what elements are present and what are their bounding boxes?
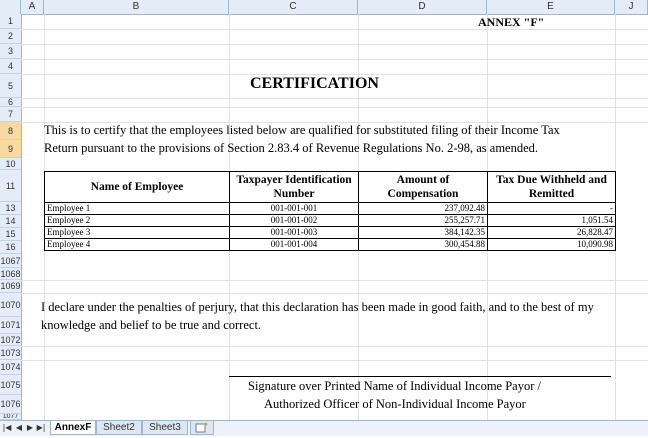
- first-sheet-button[interactable]: |◀: [2, 423, 12, 432]
- row-header[interactable]: 14: [0, 215, 21, 228]
- employee-name[interactable]: Employee 3: [45, 227, 230, 239]
- certify-text-line1: This is to certify that the employees listed below are qualified for substituted filing of their Income Tax: [44, 123, 560, 137]
- certify-text-line2: Return pursuant to the provisions of Section 2.83.4 of Revenue Regulations No. 2-98, as amended.: [44, 141, 539, 155]
- annex-label: ANNEX "F": [478, 15, 545, 29]
- row-header[interactable]: 5: [0, 74, 21, 98]
- table-header-row: [45, 172, 616, 203]
- header-amount: Amount of Compensation: [359, 172, 488, 203]
- column-header-e[interactable]: E: [487, 0, 615, 14]
- employee-tin[interactable]: 001-001-003: [230, 227, 359, 239]
- sheet-tab-annexf[interactable]: AnnexF: [50, 421, 96, 435]
- row-header[interactable]: 11: [0, 170, 21, 202]
- header-tin: Taxpayer Identification Number: [230, 172, 359, 203]
- employee-table: [44, 171, 616, 251]
- prev-sheet-button[interactable]: ◀: [15, 423, 23, 432]
- row-header[interactable]: 1072: [0, 334, 21, 345]
- employee-amount[interactable]: 255,257.71: [359, 215, 488, 227]
- next-sheet-button[interactable]: ▶: [26, 423, 34, 432]
- row-header[interactable]: 1075: [0, 375, 21, 395]
- row-header[interactable]: 1068: [0, 268, 21, 279]
- header-name: Name of Employee: [45, 172, 230, 203]
- employee-amount[interactable]: 237,092.48: [359, 203, 488, 215]
- row-header[interactable]: 1077: [0, 414, 21, 420]
- insert-sheet-icon[interactable]: [190, 421, 214, 435]
- employee-name[interactable]: Employee 2: [45, 215, 230, 227]
- sheet-tab-bar: [0, 420, 648, 436]
- row-header[interactable]: 6: [0, 98, 21, 107]
- employee-tax[interactable]: -: [488, 203, 616, 215]
- employee-tin[interactable]: 001-001-004: [230, 239, 359, 251]
- table-row: [45, 215, 616, 227]
- signature-caption-line1: Signature over Printed Name of Individual Income Payor /: [248, 379, 541, 393]
- row-header-selected[interactable]: 9: [0, 140, 21, 158]
- row-header-bar: [0, 14, 22, 420]
- employee-tax[interactable]: 10,090.98: [488, 239, 616, 251]
- row-header[interactable]: 13: [0, 202, 21, 215]
- employee-name[interactable]: Employee 1: [45, 203, 230, 215]
- column-header-d[interactable]: D: [358, 0, 487, 14]
- declaration-text-line2: knowledge and belief to be true and correct.: [41, 318, 262, 332]
- signature-caption-line2: Authorized Officer of Non-Individual Income Payor: [264, 397, 526, 411]
- row-header[interactable]: 7: [0, 107, 21, 122]
- row-header[interactable]: 4: [0, 59, 21, 74]
- employee-tax[interactable]: 26,828.47: [488, 227, 616, 239]
- column-header-bar: [0, 0, 648, 15]
- employee-tin[interactable]: 001-001-002: [230, 215, 359, 227]
- row-header[interactable]: 16: [0, 241, 21, 254]
- select-all-corner[interactable]: [0, 0, 21, 14]
- employee-tax[interactable]: 1,051.54: [488, 215, 616, 227]
- row-header[interactable]: 1071: [0, 317, 21, 334]
- row-header-selected[interactable]: 8: [0, 122, 21, 140]
- row-header[interactable]: 15: [0, 228, 21, 241]
- table-row: [45, 239, 616, 251]
- row-header[interactable]: 3: [0, 44, 21, 59]
- row-header[interactable]: 2: [0, 29, 21, 44]
- column-header-b[interactable]: B: [44, 0, 229, 14]
- row-header[interactable]: 1070: [0, 293, 21, 317]
- column-header-j[interactable]: J: [615, 0, 648, 14]
- row-header[interactable]: 1069: [0, 281, 21, 291]
- signature-line: [229, 376, 611, 377]
- row-header[interactable]: 1: [0, 14, 21, 29]
- row-header[interactable]: 1076: [0, 395, 21, 414]
- last-sheet-button[interactable]: ▶|: [36, 423, 46, 432]
- row-header[interactable]: 1074: [0, 360, 21, 375]
- sheet-tab-sheet3[interactable]: Sheet3: [142, 421, 188, 435]
- declaration-text-line1: I declare under the penalties of perjury, that this declaration has been made in good faith, and to the best of my: [41, 300, 594, 314]
- employee-amount[interactable]: 300,454.88: [359, 239, 488, 251]
- employee-amount[interactable]: 384,142.35: [359, 227, 488, 239]
- column-header-c[interactable]: C: [229, 0, 358, 14]
- employee-name[interactable]: Employee 4: [45, 239, 230, 251]
- header-tax: Tax Due Withheld and Remitted: [488, 172, 616, 203]
- page-title: CERTIFICATION: [250, 75, 379, 92]
- row-header[interactable]: 1073: [0, 346, 21, 360]
- table-row: [45, 227, 616, 239]
- employee-tin[interactable]: 001-001-001: [230, 203, 359, 215]
- column-header-a[interactable]: A: [21, 0, 44, 14]
- table-row: [45, 203, 616, 215]
- sheet-tab-sheet2[interactable]: Sheet2: [96, 421, 142, 435]
- row-header[interactable]: 1067: [0, 254, 21, 268]
- row-header[interactable]: 10: [0, 158, 21, 170]
